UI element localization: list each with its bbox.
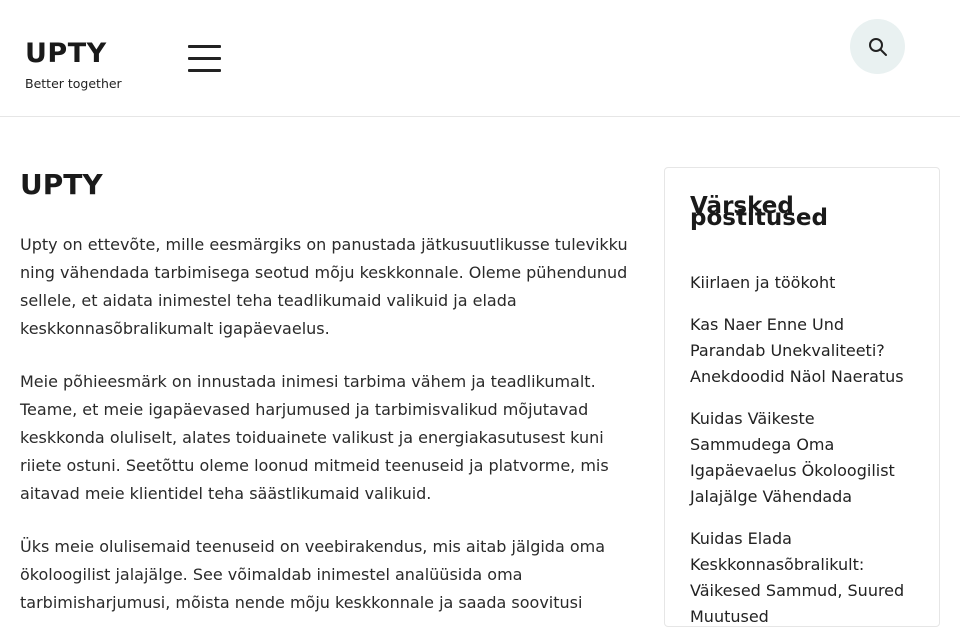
site-tagline: Better together xyxy=(25,76,122,91)
content-paragraph: Upty on ettevõte, mille eesmärgiks on panustada jätkusuutlikusse tulevikku ning vähendada tarbimisega seotud mõju keskkonnale. Oleme pühendunud sellele, et aidata inimestel teha teadlikumaid valikuid ja elada keskkonnasõbralikumalt igapäevaelus. xyxy=(20,235,628,338)
recent-post-link[interactable]: Kas Naer Enne Und Parandab Unekvaliteeti? Anekdoodid Näol Naeratus xyxy=(690,315,904,386)
recent-post-link[interactable]: Kuidas Väikeste Sammudega Oma Igapäevaelus Ökoloogilist Jalajälge Vähendada xyxy=(690,409,895,506)
hamburger-menu-icon[interactable] xyxy=(188,45,222,73)
page-title: UPTY xyxy=(20,168,103,201)
recent-posts-widget xyxy=(664,167,940,627)
menu-bar xyxy=(188,57,221,60)
site-title[interactable]: UPTY xyxy=(25,38,107,69)
search-icon xyxy=(868,37,888,57)
main-content xyxy=(20,160,630,642)
recent-post-link[interactable]: Kiirlaen ja töökoht xyxy=(690,273,836,292)
site-header xyxy=(0,0,960,117)
content-paragraph: Meie põhieesmärk on innustada inimesi tarbima vähem ja teadlikumalt. Teame, et meie igapäevased harjumused ja tarbimisvalikud mõjutavad keskkonda oluliselt, alates toiduainete valikust ja energiakasutusest kuni riiete ostuni. Seetõttu oleme loonud mitmeid teenuseid ja platvorme, mis aitavad meie klientidel teha säästlikumaid valikuid. xyxy=(20,372,609,503)
content-paragraph: Üks meie olulisemaid teenuseid on veebirakendus, mis aitab jälgida oma ökoloogilist jalajälge. See võimaldab inimestel analüüsida oma tarbimisharjumusi, mõista nende mõju keskkonnale ja saada soovitusi xyxy=(20,537,606,612)
menu-bar xyxy=(188,69,221,72)
recent-post-link[interactable]: Kuidas Elada Keskkonnasõbralikult: Väikesed Sammud, Suured Muutused xyxy=(690,529,905,626)
recent-posts-list xyxy=(690,270,914,630)
menu-bar xyxy=(188,45,221,48)
search-button[interactable] xyxy=(850,19,905,74)
widget-title: Värsked postitused xyxy=(690,193,828,231)
